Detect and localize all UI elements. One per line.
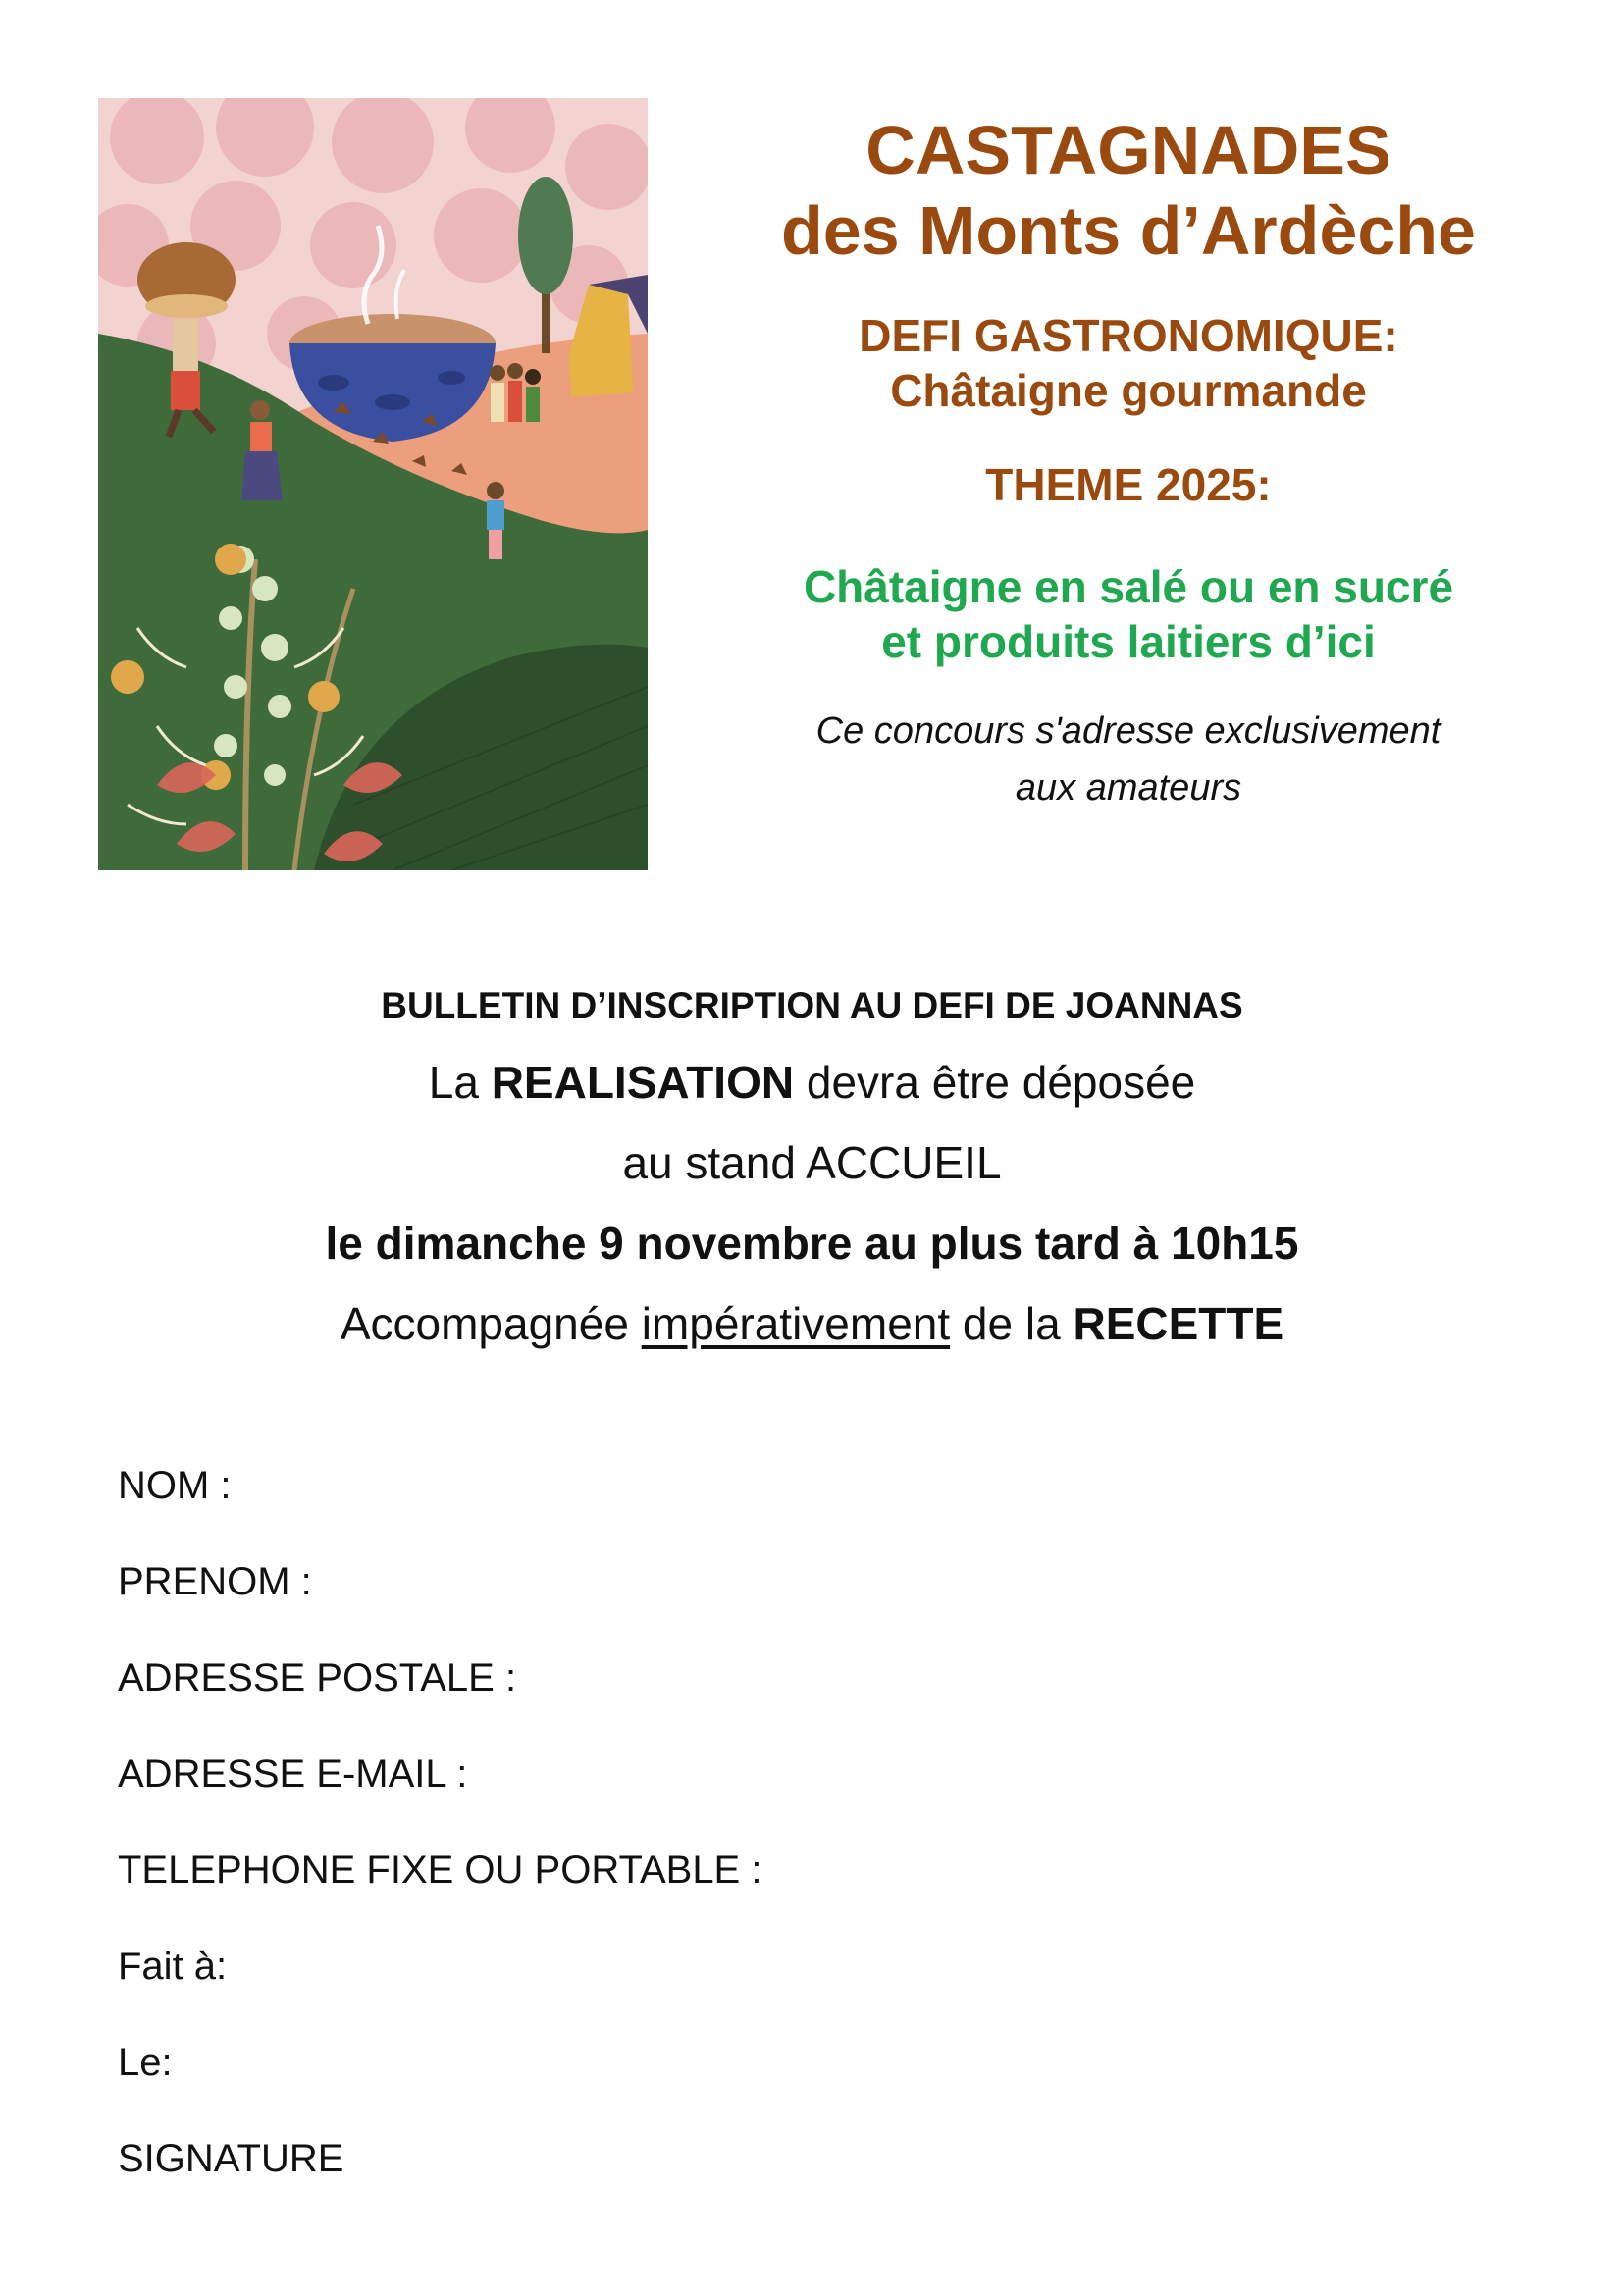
bulletin-line-1	[0, 1042, 1624, 1122]
bulletin-line-4	[0, 1283, 1624, 1364]
challenge-subtitle-line1: DEFI GASTRONOMIQUE:	[859, 310, 1398, 361]
bulletin-line4-pre: Accompagnée	[340, 1298, 642, 1349]
field-adresse-postale[interactable]: ADRESSE POSTALE :	[118, 1656, 517, 1699]
field-telephone[interactable]: TELEPHONE FIXE OU PORTABLE :	[118, 1849, 762, 1892]
field-nom[interactable]: NOM :	[118, 1464, 232, 1507]
field-adresse-email[interactable]: ADRESSE E-MAIL :	[118, 1752, 468, 1796]
illustration-svg	[98, 98, 648, 870]
theme-description	[726, 559, 1531, 669]
notice-line2: aux amateurs	[1015, 767, 1242, 809]
field-date[interactable]: Le:	[118, 2041, 173, 2084]
bulletin-line1-post: devra être déposée	[794, 1057, 1196, 1108]
poster-header	[726, 110, 1531, 816]
bulletin-heading: BULLETIN D’INSCRIPTION AU DEFI DE JOANNAS	[381, 985, 1243, 1025]
event-title-line2: des Monts d’Ardèche	[781, 192, 1476, 269]
bulletin-line-2: au stand ACCUEIL	[622, 1137, 1002, 1188]
field-fait-a[interactable]: Fait à:	[118, 1945, 228, 1988]
notice-line1: Ce concours s'adresse exclusivement	[815, 710, 1441, 752]
theme-label: THEME 2025:	[985, 459, 1272, 510]
event-title	[726, 110, 1531, 271]
bulletin-line-3	[0, 1203, 1624, 1283]
bulletin-line3-bold: le dimanche 9 novembre au plus tard à 10h15	[325, 1218, 1299, 1269]
bulletin-line1-pre: La	[428, 1057, 492, 1108]
bulletin-line4-bold: RECETTE	[1073, 1298, 1284, 1349]
theme-line2: et produits laitiers d’ici	[881, 616, 1376, 667]
event-title-line1: CASTAGNADES	[865, 112, 1391, 188]
challenge-subtitle-line2: Châtaigne gourmande	[890, 365, 1367, 416]
theme-line1: Châtaigne en salé ou en sucré	[803, 561, 1454, 612]
registration-bulletin	[0, 981, 1624, 1364]
bulletin-line1-bold: REALISATION	[491, 1057, 795, 1108]
bulletin-line4-mid: de la	[950, 1298, 1074, 1349]
bulletin-line4-underlined: impérativement	[641, 1298, 951, 1349]
amateur-notice	[726, 703, 1531, 816]
challenge-subtitle	[726, 308, 1531, 418]
field-signature[interactable]: SIGNATURE	[118, 2137, 344, 2180]
registration-form	[118, 1462, 1492, 2231]
poster-illustration	[98, 98, 648, 870]
field-prenom[interactable]: PRENOM :	[118, 1560, 312, 1603]
